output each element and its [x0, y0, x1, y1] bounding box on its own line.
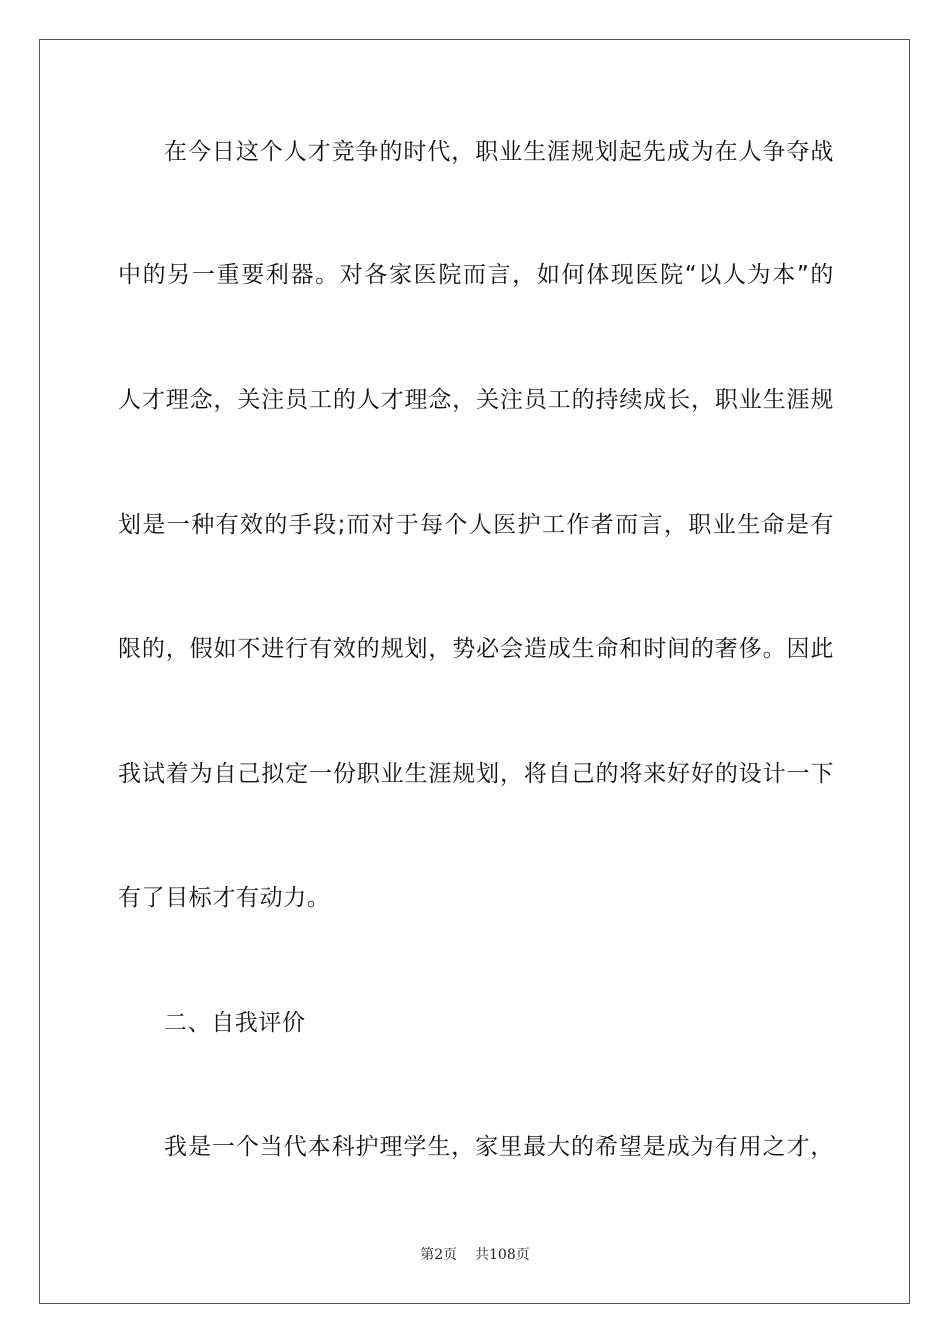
- page-total: 共108页: [475, 1247, 530, 1263]
- section-heading: 二、自我评价: [164, 1010, 306, 1036]
- section-first-line: 我是一个当代本科护理学生，家里最大的希望是成为有用之才，: [164, 1134, 834, 1160]
- paragraph-line-2: 中的另一重要利器。对各家医院而言，如何体现医院“以人为本”的: [118, 262, 834, 288]
- page-frame: [39, 39, 910, 1304]
- paragraph-line-7: 有了目标才有动力。: [118, 885, 331, 911]
- page-number: 第2页: [420, 1247, 458, 1263]
- paragraph-line-6: 我试着为自己拟定一份职业生涯规划，将自己的将来好好的设计一下: [118, 761, 834, 787]
- paragraph-line-3: 人才理念，关注员工的人才理念，关注员工的持续成长，职业生涯规: [118, 387, 834, 413]
- page-footer: [0, 1246, 950, 1264]
- paragraph-line-5: 限的，假如不进行有效的规划，势必会造成生命和时间的奢侈。因此: [118, 636, 834, 662]
- paragraph-line-1: 在今日这个人才竞争的时代，职业生涯规划起先成为在人争夺战: [164, 139, 834, 165]
- paragraph-line-4: 划是一种有效的手段;而对于每个人医护工作者而言，职业生命是有: [118, 512, 834, 538]
